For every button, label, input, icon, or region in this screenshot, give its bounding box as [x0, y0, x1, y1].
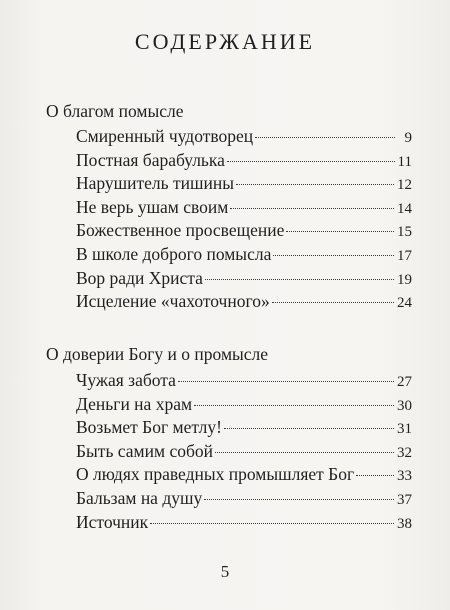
toc-entry-page: 24 — [397, 295, 412, 312]
toc-entry — [76, 243, 412, 267]
dot-leader — [273, 255, 394, 256]
section-entries — [76, 125, 412, 314]
toc-entry — [76, 219, 412, 243]
dot-leader — [286, 231, 394, 232]
toc-entry — [76, 393, 412, 417]
toc-entry — [76, 463, 412, 487]
toc-entry-title: Быть самим собой — [76, 440, 213, 461]
toc-entry-title: Возьмет Бог метлу! — [76, 417, 222, 438]
toc-entry-title: Смиренный чудотворец — [76, 126, 254, 146]
toc-entry-title: Вор ради Христа — [76, 267, 203, 288]
toc-entry-page: 38 — [397, 515, 412, 532]
toc-entry — [76, 369, 412, 393]
dot-leader — [204, 499, 394, 500]
toc-entry-title: Нарушитель тишины — [76, 173, 234, 194]
toc-entry-page: 14 — [397, 200, 412, 217]
toc-entry-title: Исцеление «чахоточного» — [76, 291, 270, 312]
toc-entry-title: Постная барабулька — [76, 149, 225, 170]
toc-entry — [76, 487, 412, 511]
dot-leader — [227, 161, 395, 162]
section-title: О доверии Богу и о промысле — [46, 344, 269, 364]
toc-entry — [76, 511, 412, 535]
toc-entry-title: Не верь ушам своим — [76, 196, 229, 217]
toc-entry-title: Божественное просвещение — [76, 220, 285, 241]
toc-entry-page: 32 — [397, 444, 412, 461]
page-number: 5 — [220, 562, 230, 581]
dot-leader — [255, 137, 395, 138]
toc-entry — [76, 267, 412, 291]
toc-entry-page: 11 — [397, 153, 412, 170]
toc-entry-page: 30 — [397, 397, 412, 414]
dot-leader — [215, 452, 394, 453]
dot-leader — [230, 208, 394, 209]
toc-entry-page: 9 — [404, 130, 412, 146]
toc-entry-title: Деньги на храм — [76, 393, 193, 414]
dot-leader — [205, 279, 394, 280]
toc-entry — [76, 196, 412, 220]
toc-entry-page: 19 — [397, 271, 412, 288]
toc-entry-title: Источник — [76, 511, 149, 532]
dot-leader — [150, 523, 394, 524]
toc-entry-page: 37 — [397, 491, 412, 508]
toc-entry — [76, 416, 412, 440]
toc-entry-page: 15 — [397, 224, 412, 241]
dot-leader — [272, 302, 394, 303]
toc-entry — [76, 290, 412, 314]
toc-entry — [76, 125, 412, 149]
dot-leader — [224, 428, 394, 429]
toc-entry-page: 27 — [397, 374, 412, 390]
contents-heading: СОДЕРЖАНИЕ — [134, 29, 316, 54]
toc-entry-title: Бальзам на душу — [76, 487, 203, 508]
toc-entry-title: О людях праведных промышляет Бог — [76, 464, 355, 485]
section-entries — [76, 369, 412, 534]
toc-entry — [76, 172, 412, 196]
toc-entry-title: В школе доброго помысла — [76, 243, 272, 264]
toc-entry-page: 31 — [397, 421, 412, 438]
toc-entry-page: 33 — [397, 468, 412, 485]
dot-leader — [194, 405, 394, 406]
dot-leader — [356, 475, 394, 476]
dot-leader — [178, 381, 394, 382]
toc-entry-page: 17 — [397, 247, 412, 264]
toc-entry — [76, 440, 412, 464]
section-title: О благом помысле — [46, 101, 184, 121]
toc-entry — [76, 149, 412, 173]
toc-entry-page: 12 — [397, 177, 412, 194]
toc-entry-title: Чужая забота — [76, 370, 176, 390]
dot-leader — [236, 184, 394, 185]
